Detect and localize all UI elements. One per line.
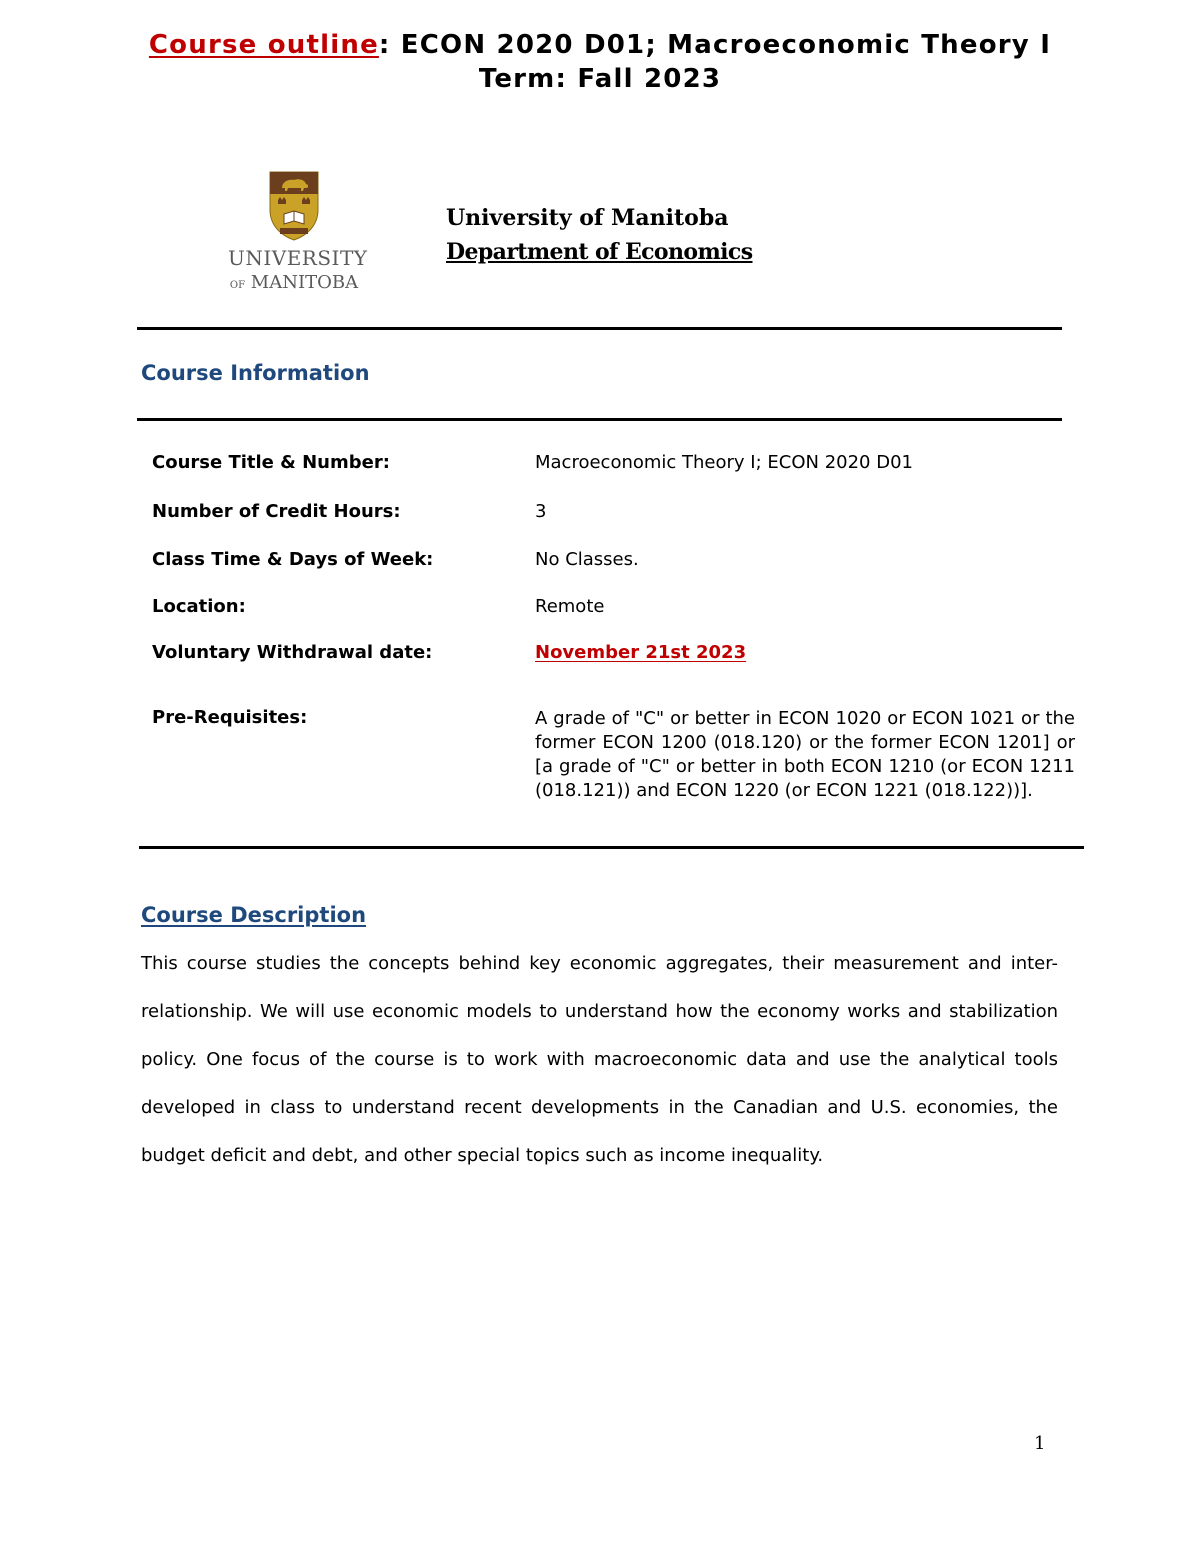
course-information-heading: Course Information: [141, 361, 370, 385]
university-name: University of Manitoba: [446, 205, 729, 231]
divider-top: [137, 327, 1062, 330]
prerequisites-label: Pre-Requisites:: [152, 707, 308, 728]
logo-wordmark-manitoba: [228, 272, 360, 293]
term-line: Term: Fall 2023: [478, 64, 722, 94]
credit-hours-label: Number of Credit Hours:: [152, 501, 401, 522]
divider-info: [137, 418, 1062, 421]
location-label: Location:: [152, 596, 246, 617]
logo-wordmark-of: OF: [229, 280, 246, 291]
title-rest: ECON 2020 D01; Macroeconomic Theory I: [390, 30, 1052, 60]
location-value: Remote: [535, 596, 605, 617]
crest-icon: [228, 170, 360, 242]
course-title-label: Course Title & Number:: [152, 452, 390, 473]
withdrawal-date-value: November 21st 2023: [535, 642, 747, 663]
prerequisites-value: A grade of "C" or better in ECON 1020 or ECON 1021 or the former ECON 1200 (018.120) or the former ECON 1201] or [a grade of "C" or better in both ECON 1210 (or ECON 1211 (018.121)) and ECON 1220 (or ECON 1221 (018.122))].: [535, 708, 1075, 801]
title-label: Course outline: [148, 30, 379, 60]
credit-hours-value: 3: [535, 501, 547, 522]
logo-wordmark-manitoba-text: MANITOBA: [250, 272, 359, 293]
title-separator: :: [378, 30, 391, 60]
document-title: [0, 30, 1200, 60]
divider-bottom: [139, 846, 1084, 849]
course-description-heading: Course Description: [141, 903, 367, 927]
department-name: Department of Economics: [446, 239, 753, 265]
class-time-label: Class Time & Days of Week:: [152, 549, 434, 570]
university-logo: [228, 170, 368, 294]
class-time-value: No Classes.: [535, 549, 639, 570]
page-number: 1: [1034, 1433, 1046, 1454]
course-description-body: This course studies the concepts behind key economic aggregates, their measurement and inter-relationship. We will use economic models to understand how the economy works and stabilization policy. One focus of the course is to work with macroeconomic data and use the analytical tools developed in class to understand recent developments in the Canadian and U.S. economies, the budget deficit and debt, and other special topics such as income inequality.: [141, 953, 1058, 1166]
course-title-value: Macroeconomic Theory I; ECON 2020 D01: [535, 452, 913, 473]
logo-wordmark-university: UNIVERSITY: [228, 246, 368, 270]
withdrawal-date-label: Voluntary Withdrawal date:: [152, 642, 433, 663]
